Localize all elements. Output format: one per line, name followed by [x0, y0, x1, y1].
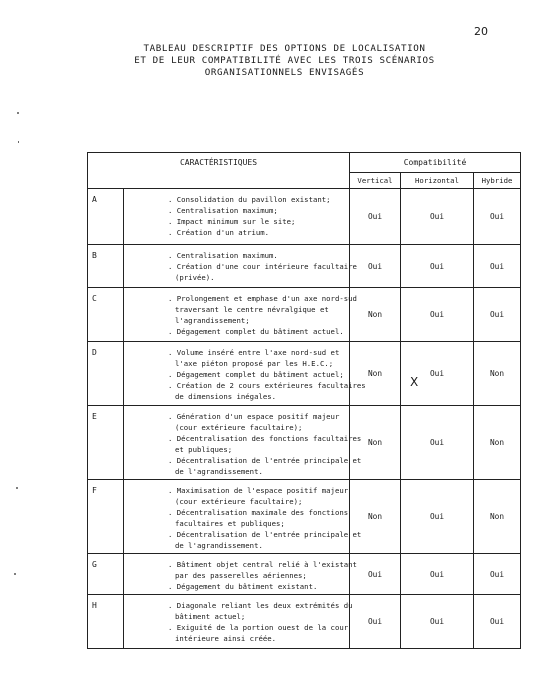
description-line: . Bâtiment objet central relié à l'existant — [168, 560, 357, 569]
description-line: . Décentralisation de l'entrée principale et — [168, 530, 362, 539]
value-hybride: Non — [474, 480, 521, 554]
title-line-3: ORGANISATIONNELS ENVISAGÉS — [204, 67, 365, 78]
scan-speck — [17, 112, 19, 114]
description-line: par des passerelles aériennes; — [175, 571, 307, 580]
description-line: traversant le centre névralgique et — [175, 305, 329, 314]
description-line: . Création de 2 cours extérieures facultaires — [168, 381, 366, 390]
value-horizontal: Oui — [401, 480, 474, 554]
value-vertical: Oui — [350, 554, 401, 595]
options-table — [87, 152, 521, 649]
value-horizontal: Oui — [401, 189, 474, 245]
column-header-horizontal: Horizontal — [401, 173, 474, 189]
table-row — [88, 189, 521, 245]
row-letter: B — [88, 245, 124, 288]
description-line: (cour extérieure facultaire); — [175, 497, 303, 506]
value-horizontal: Oui — [401, 342, 474, 406]
description-line: . Décentralisation des fonctions facultaires — [168, 434, 362, 443]
value-hybride: Oui — [474, 245, 521, 288]
value-vertical: Oui — [350, 595, 401, 649]
description-line: . Consolidation du pavillon existant; — [168, 195, 331, 204]
description-line: . Décentralisation de l'entrée principale et — [168, 456, 362, 465]
table-row — [88, 342, 521, 406]
description-line: . Décentralisation maximale des fonctions — [168, 508, 349, 517]
scan-speck — [16, 487, 18, 489]
description-line: . Maximisation de l'espace positif majeur — [168, 486, 349, 495]
description-line: . Création d'une cour intérieure facultaire — [168, 262, 357, 271]
row-description — [124, 554, 357, 595]
row-letter: D — [88, 342, 124, 406]
description-line: intérieure ainsi créée. — [175, 634, 277, 643]
row-letter: A — [88, 189, 124, 245]
table-row — [88, 595, 521, 649]
description-line: de l'agrandissement. — [175, 541, 263, 550]
description-line: . Génération d'un espace positif majeur — [168, 412, 340, 421]
description-line: (privée). — [175, 273, 215, 282]
value-horizontal: Oui — [401, 554, 474, 595]
value-vertical: Oui — [350, 189, 401, 245]
description-line: . Création d'un atrium. — [168, 228, 270, 237]
value-vertical: Non — [350, 288, 401, 342]
description-line: l'axe piéton proposé par les H.E.C.; — [175, 359, 334, 368]
column-header-hybride: Hybride — [474, 173, 521, 189]
description-line: . Prolongement et emphase d'un axe nord-sud — [168, 294, 357, 303]
row-letter: H — [88, 595, 124, 649]
header-compatibility: Compatibilité — [350, 153, 521, 173]
description-line-with-mark — [168, 375, 419, 391]
value-horizontal: Oui — [401, 288, 474, 342]
value-hybride: Oui — [474, 189, 521, 245]
description-line: . Volume inséré entre l'axe nord-sud et — [168, 348, 340, 357]
description-line: . Dégagement du bâtiment existant. — [168, 582, 318, 591]
description-line: . Centralisation maximum. — [168, 251, 278, 260]
header-characteristics: CARACTÉRISTIQUES — [88, 153, 350, 189]
table-row — [88, 480, 521, 554]
scan-speck — [18, 141, 19, 143]
description-line: . Centralisation maximum; — [168, 206, 278, 215]
description-line: de l'agrandissement. — [175, 467, 263, 476]
value-hybride: Non — [474, 406, 521, 480]
value-vertical: Non — [350, 342, 401, 406]
page-number: 20 — [474, 25, 488, 38]
row-letter: F — [88, 480, 124, 554]
row-description — [124, 288, 357, 342]
row-letter: C — [88, 288, 124, 342]
value-vertical: Oui — [350, 245, 401, 288]
table-row — [88, 245, 521, 288]
description-line: . Dégagement complet du bâtiment actuel. — [168, 327, 344, 336]
description-line: l'agrandissement; — [175, 316, 250, 325]
value-hybride: Oui — [474, 595, 521, 649]
scan-speck — [14, 573, 16, 575]
title-line-1: TABLEAU DESCRIPTIF DES OPTIONS DE LOCALISATION — [143, 43, 426, 54]
table-row — [88, 406, 521, 480]
row-description — [124, 480, 362, 554]
row-description — [124, 189, 350, 245]
table-row — [88, 288, 521, 342]
table-row — [88, 554, 521, 595]
description-line: . Impact minimum sur le site; — [168, 217, 296, 226]
description-line: . Diagonale reliant les deux extrémités du — [168, 601, 353, 610]
column-header-vertical: Vertical — [350, 173, 401, 189]
description-line: . Exiguité de la portion ouest de la cour — [168, 623, 349, 632]
row-description — [124, 406, 362, 480]
value-horizontal: Oui — [401, 406, 474, 480]
value-horizontal: Oui — [401, 245, 474, 288]
row-letter: E — [88, 406, 124, 480]
description-line: de dimensions inégales. — [175, 392, 277, 401]
description-line: bâtiment actuel; — [175, 612, 246, 621]
value-hybride: Non — [474, 342, 521, 406]
description-line: (cour extérieure facultaire); — [175, 423, 303, 432]
value-hybride: Oui — [474, 554, 521, 595]
row-letter: G — [88, 554, 124, 595]
handwritten-x-mark: X — [410, 375, 419, 389]
row-description — [124, 595, 353, 649]
value-hybride: Oui — [474, 288, 521, 342]
description-line: facultaires et publiques; — [175, 519, 285, 528]
title-line-2: ET DE LEUR COMPATIBILITÉ AVEC LES TROIS SCÉNARIOS — [134, 55, 435, 66]
value-horizontal: Oui — [401, 595, 474, 649]
value-vertical: Non — [350, 406, 401, 480]
description-line: et publiques; — [175, 445, 233, 454]
row-description — [124, 245, 357, 288]
description-line: . Dégagement complet du bâtiment actuel; — [168, 370, 344, 379]
value-vertical: Non — [350, 480, 401, 554]
